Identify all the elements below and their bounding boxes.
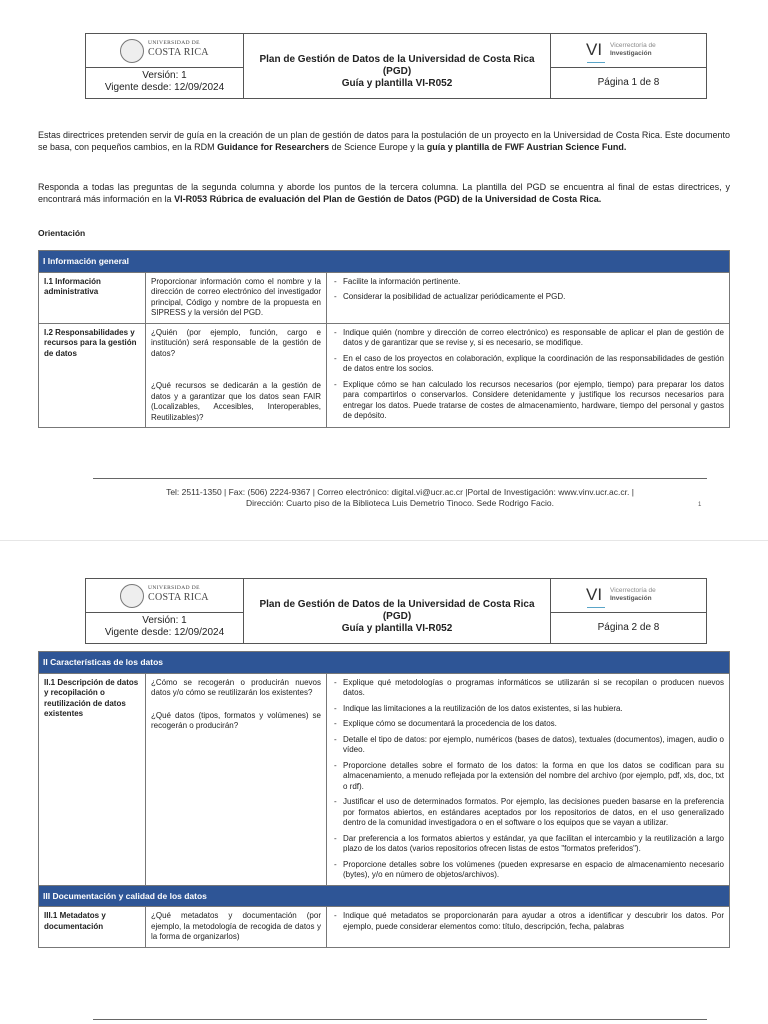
section1-table	[38, 250, 730, 428]
version-label: Versión: 1	[142, 70, 187, 81]
list-item: - Proporcione detalles sobre el formato de los datos: la forma en que los datos se codifican para su almacenamiento, a menudo reflejada por la extensión del nombre del archivo (por ejemplo, pdf, xls, doc, txt o rdf).	[332, 761, 724, 793]
list-item: - Justificar el uso de determinados formatos. Por ejemplo, las decisiones pueden basarse en la preferencia por formatos abiertos, en estándares aceptados por los repositorios de datos, en el uso generalizado dentro de la comunidad investigadora o en el software o los equipos que se vayan a utilizar.	[332, 797, 724, 829]
vi-logo: VI Vicerrectoría de Investigación	[551, 34, 706, 68]
list-item: - Explique cómo se documentará la procedencia de los datos.	[332, 719, 724, 730]
page1-header	[85, 33, 707, 99]
row-label: III.1 Metadatos y documentación	[39, 907, 146, 948]
header-logo-cell	[86, 34, 244, 98]
page-break	[0, 540, 768, 541]
table-row	[39, 272, 730, 323]
list-item: - Indique quién (nombre y dirección de correo electrónico) es responsable de aplicar el plan de gestión de datos y de garantizar que se revise y, si es necesario, se modifique.	[332, 328, 724, 349]
ucr-seal-icon	[120, 39, 144, 63]
table-row	[39, 323, 730, 428]
row-question: Proporcionar información como el nombre y la dirección de correo electrónico del investigador principal, Código y nombre de la propuesta en SIPRESS y la versión del PGD.	[146, 272, 327, 323]
orientacion-heading: Orientación	[38, 228, 86, 238]
intro-paragraph-1: Estas directrices pretenden servir de guía en la creación de un plan de gestión de datos para la postulación de un proyecto en la Universidad de Costa Rica. Este documento se basa, con pequeños cambios, en la RDM Guidance for Researchers de Science Europe y la guía y plantilla de FWF Austrian Science Fund.	[38, 130, 730, 152]
row-points	[327, 907, 730, 948]
version-info	[86, 615, 243, 639]
ucr-seal-icon	[120, 584, 144, 608]
table-row	[39, 907, 730, 948]
ucr-logo	[86, 34, 243, 68]
header-vi-cell	[551, 34, 706, 98]
version-info	[86, 70, 243, 94]
ucr-wordmark: UNIVERSIDAD DE COSTA RICA	[148, 585, 209, 603]
vi-logo: VI Vicerrectoría de Investigación	[551, 579, 706, 613]
row-points	[327, 272, 730, 323]
row-label: II.1 Descripción de datos y recopilación o reutilización de datos existentes	[39, 673, 146, 885]
vigente-label: Vigente desde: 12/09/2024	[104, 82, 225, 93]
section1-title: I Información general	[39, 251, 730, 273]
footer-contact: Tel: 2511-1350 | Fax: (506) 2224-9367 | Correo electrónico: digital.vi@ucr.ac.cr |Portal de Investigación: www.vinv.ucr.ac.cr. |	[166, 487, 634, 497]
page-number: 1	[698, 502, 702, 508]
row-question: ¿Cómo se recogerán o producirán nuevos datos y/o cómo se reutilizarán los existentes? ¿Qué datos (tipos, formatos y volúmenes) se recogerán o producirán?	[146, 673, 327, 885]
list-item: - En el caso de los proyectos en colaboración, explique la coordinación de las responsabilidades de gestión de datos entre los socios.	[332, 354, 724, 375]
row-label: I.2 Responsabilidades y recursos para la gestión de datos	[39, 323, 146, 428]
vigente-label: Vigente desde: 12/09/2024	[104, 627, 225, 638]
row-points	[327, 323, 730, 428]
list-item: - Explique cómo se han calculado los recursos necesarios (por ejemplo, tiempo) para preparar los datos para compartirlos o conservarlos. Considere detenidamente y justifique los recursos necesarios para entregar los datos. Puede tratarse de costes de almacenamiento, hardware, tiempo del personal y gastos de depósito.	[332, 380, 724, 422]
page1-footer	[93, 487, 707, 509]
list-item: - Indique qué metadatos se proporcionarán para ayudar a otros a identificar y descubrir los datos. Por ejemplo, puede considerar elementos como: título, descripción, fecha, palabras	[332, 911, 724, 932]
ucr-logo	[86, 579, 243, 613]
footer-divider	[93, 1019, 707, 1020]
list-item: - Detalle el tipo de datos: por ejemplo, numéricos (bases de datos), textuales (documentos), imagen, audio o vídeo.	[332, 735, 724, 756]
table-row	[39, 673, 730, 885]
list-item: - Facilite la información pertinente.	[332, 277, 724, 288]
list-item: - Dar preferencia a los formatos abiertos y estándar, ya que facilitan el intercambio y la reutilización a largo plazo de los datos (varios repositorios ofrecen listas de estos "formatos preferidos").	[332, 834, 724, 855]
header-vi-cell	[551, 579, 706, 643]
list-item: - Explique qué metodologías o programas informáticos se utilizarán si se recopilan o producen nuevos datos.	[332, 678, 724, 699]
document-title: Plan de Gestión de Datos de la Universidad de Costa Rica (PGD) Guía y plantilla VI-R052	[244, 34, 551, 98]
section2-title: II Características de los datos	[39, 652, 730, 674]
footer-address: Dirección: Cuarto piso de la Biblioteca Luis Demetrio Tinoco. Sede Rodrigo Facio.	[245, 498, 555, 508]
header-logo-cell	[86, 579, 244, 643]
version-label: Versión: 1	[142, 615, 187, 626]
footer-divider	[93, 478, 707, 479]
list-item: - Proporcione detalles sobre los volúmenes (pueden expresarse en espacio de almacenamiento necesario (bytes), y/o en número de objetos/archivos).	[332, 860, 724, 881]
page2-header	[85, 578, 707, 644]
row-question: ¿Quién (por ejemplo, función, cargo e institución) será responsable de la gestión de datos? ¿Qué recursos se dedicarán a la gestión de datos y a garantizar que los datos sean FAIR (Localizables, Accesibles, Interoperables, Reutilizables)?	[146, 323, 327, 428]
list-item: - Considerar la posibilidad de actualizar periódicamente el PGD.	[332, 292, 724, 303]
page-indicator: Página 2 de 8	[597, 622, 660, 633]
intro-paragraph-2: Responda a todas las preguntas de la segunda columna y aborde los puntos de la tercera columna. La plantilla del PGD se encuentra al final de estas directrices, y encontrará más información en la VI-R053 Rúbrica de evaluación del Plan de Gestión de Datos (PGD) de la Universidad de Costa Rica.	[38, 182, 730, 204]
list-item: - Indique las limitaciones a la reutilización de los datos existentes, si las hubiera.	[332, 704, 724, 715]
page-indicator: Página 1 de 8	[597, 77, 660, 88]
row-label: I.1 Información administrativa	[39, 272, 146, 323]
row-points	[327, 673, 730, 885]
document-title: Plan de Gestión de Datos de la Universidad de Costa Rica (PGD) Guía y plantilla VI-R052	[244, 579, 551, 643]
ucr-wordmark: UNIVERSIDAD DE COSTA RICA	[148, 40, 209, 58]
section2-table	[38, 651, 730, 948]
row-question: ¿Qué metadatos y documentación (por ejemplo, la metodología de recogida de datos y la forma de organizarlos)	[146, 907, 327, 948]
section3-title: III Documentación y calidad de los datos	[39, 885, 730, 907]
